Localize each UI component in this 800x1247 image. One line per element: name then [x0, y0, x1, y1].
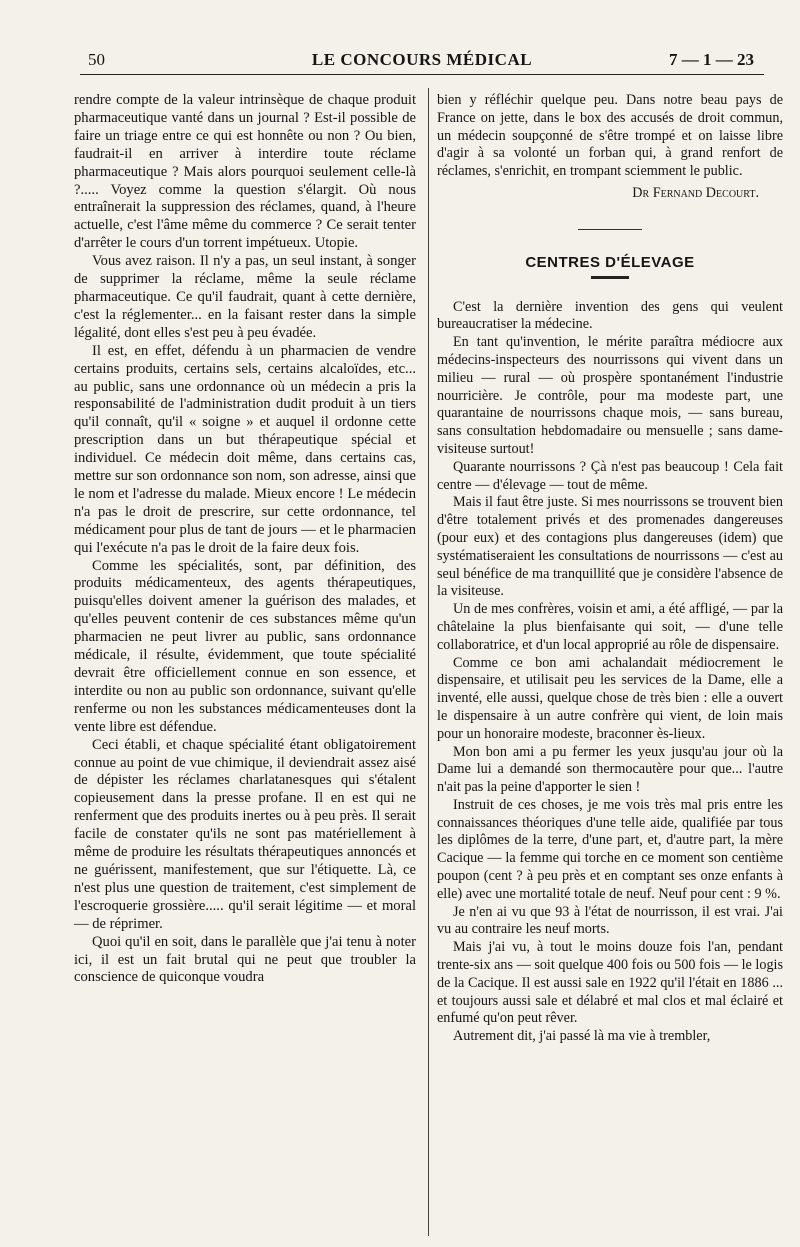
paragraph: Mais j'ai vu, à tout le moins douze fois l'an, pendant trente-six ans — soit quelque 400 fois ou 500 fois — le logis de la Cacique. Il est aussi sale en 1922 qu'il l'était en 1886 ... et toujours aussi sale et délabré et mal clos et mal éclairé et enfumé qu'on peut rêver.	[437, 939, 783, 1027]
paragraph: Quoi qu'il en soit, dans le parallèle que j'ai tenu à noter ici, il est un fait brutal qui ne peut que troubler la conscience de quiconque voudra	[74, 933, 416, 986]
section-title: CENTRES D'ÉLEVAGE	[525, 253, 695, 271]
paragraph: rendre compte de la valeur intrinsèque de chaque produit pharmaceutique vanté dans un journal ? Est-il possible de faire un triage entre ce qui est honnête ou non ? Ou bien, faudrait-il en arriver à interdire toute réclame pharmaceutique ? Mais alors pourquoi seulement celle-là ?..... Voyez comme la question s'élargit. Où nous entraînerait la suppression des réclames, quand, à l'heure actuelle, c'est l'âme même du commerce ? Ce serait tenter d'arrêter le cours d'un torrent impétueux. Utopie.	[74, 92, 416, 252]
right-column	[437, 92, 783, 1046]
paragraph: Je n'en ai vu que 93 à l'état de nourrisson, il est vrai. J'ai vu au contraire les neuf morts.	[437, 903, 783, 938]
paragraph: bien y réfléchir quelque peu. Dans notre beau pays de France on jette, dans le box des accusés de droit commun, un médecin soupçonné de s'être trompé et on laisse libre d'agir à sa volonté un forban qui, à grand renfort de réclames, s'enrichit, en trompant sciemment le public.	[437, 92, 783, 180]
author-signature: Dr Fernand Decourt.	[632, 184, 759, 201]
paragraph: Autrement dit, j'ai passé là ma vie à trembler,	[453, 1028, 711, 1045]
left-column	[74, 92, 416, 987]
paragraph: Comme ce bon ami achalandait médiocrement le dispensaire, et utilisait peu les services de la Dame, elle a inventé, elle aussi, quelque chose de très bien : elle a ouvert le dispensaire à un autre confrère qui vient, de loin mais pour un honoraire modeste, braconner ès-lieux.	[437, 654, 783, 742]
paragraph: Mais il faut être juste. Si mes nourrissons se trouvent bien d'être totalement privés et des promenades dangereuses (pour eux) et des contagions plus dangereuses (idem) que systématiseraient les consultations de nourrissons — c'est au seul bénéfice de ma tranquillité que je considère l'absence de la visiteuse.	[437, 494, 783, 600]
paragraph: En tant qu'invention, le mérite paraîtra médiocre aux médecins-inspecteurs des nourrissons qui vivent dans un milieu — rural — où prospère spontanément l'industrie nourricière. Je contrôle, pour ma modeste part, une quarantaine de nourrissons chaque mois, — sans bureau, sans consultation hebdomadaire ou mensuelle ; sans dame-visiteuse surtout!	[437, 334, 783, 457]
paragraph: Vous avez raison. Il n'y a pas, un seul instant, à songer de supprimer la réclame, même la seule réclame pharmaceutique. Ce qu'il faudrait, quant à cette dernière, c'est la réglementer... en la faisant rester dans la simple légalité, dont elles s'est peu à peu évadée.	[74, 253, 416, 341]
paragraph: Instruit de ces choses, je me vois très mal pris entre les connaissances théoriques d'une telle aide, qualifiée par tous les diplômes de la terre, d'une part, et, d'autre part, la mère Cacique — la femme qui torche en ce moment son centième poupon (cent ? à peu près et en comptant ses onze enfants à elle) avec une mortalité totale de neuf. Neuf pour cent : 9 %.	[437, 796, 783, 902]
paragraph: Comme les spécialités, sont, par définition, des produits médicamenteux, des agents thérapeutiques, puisqu'elles doivent amener la guérison des malades, et qu'elles peuvent contenir de ces substances même qu'un pharmacien ne peut livrer au public, sans ordonnance médicale, il résulte, évidemment, que toute spécialité devrait être officiellement connue en son essence, et interdite ou non au public son ordonnance, suivant qu'elle renferme ou non les substances médicamenteuses dont la vente libre est défendue.	[74, 557, 416, 735]
paragraph: Quarante nourrissons ? Çà n'est pas beaucoup ! Cela fait centre — d'élevage — tout de même.	[437, 458, 783, 493]
paragraph: Mon bon ami a pu fermer les yeux jusqu'au jour où la Dame lui a demandé son thermocautère pour que... l'autre n'ait pas la peine d'apporter le sien !	[437, 743, 783, 796]
paragraph: Un de mes confrères, voisin et ami, a été affligé, — par la châtelaine la plus bienfaisante qui soit, — d'une telle collaboratrice, et d'un local approprié au rôle de dispensaire.	[437, 601, 783, 653]
header-rule	[80, 74, 764, 75]
title-underline	[591, 276, 629, 279]
article-separator	[578, 229, 642, 230]
journal-title: LE CONCOURS MÉDICAL	[311, 50, 533, 69]
paragraph: C'est la dernière invention des gens qui veulent bureaucratiser la médecine.	[437, 298, 783, 333]
page-header	[80, 46, 764, 74]
paragraph: Il est, en effet, défendu à un pharmacien de vendre certains produits, certains sels, certains alcaloïdes, etc... au public, sans une ordonnance où un médecin a pris la responsabilité de l'administration dudit produit à un tiers qu'il connaît, qu'il « soigne » et auquel il ordonne cette prescription dans un but thérapeutique spécial et individuel. Ce médecin doit même, dans certains cas, mettre sur son ordonnance son nom, son adresse, ainsi que le nom et l'adresse du malade. Mieux encore ! Le médecin n'a pas le droit de prescrire, sur cette ordonnance, tel médicament pour plus de tant de jours — et le pharmacien qui l'exécute n'a pas le droit de la faire deux fois.	[74, 342, 416, 556]
paragraph: Ceci établi, et chaque spécialité étant obligatoirement connue au point de vue chimique, il deviendrait assez aisé de dépister les réclames charlatanesques qui s'étalent copieusement dans la presse profane. Il en est qui ne renferment que des produits inertes ou à peu près. Il serait facile de constater qu'ils ne sont pas matériellement à même de produire les résultats thérapeutiques annoncés et ne guérissent, manifestement, que sur l'étiquette. Là, ce n'est plus une question de traitement, c'est simplement de l'escroquerie grossière..... qu'il serait légitime — et moral — de réprimer.	[74, 736, 416, 932]
column-divider	[428, 88, 429, 1236]
page-number: 50	[88, 50, 105, 69]
issue-date: 7 — 1 — 23	[669, 50, 754, 69]
